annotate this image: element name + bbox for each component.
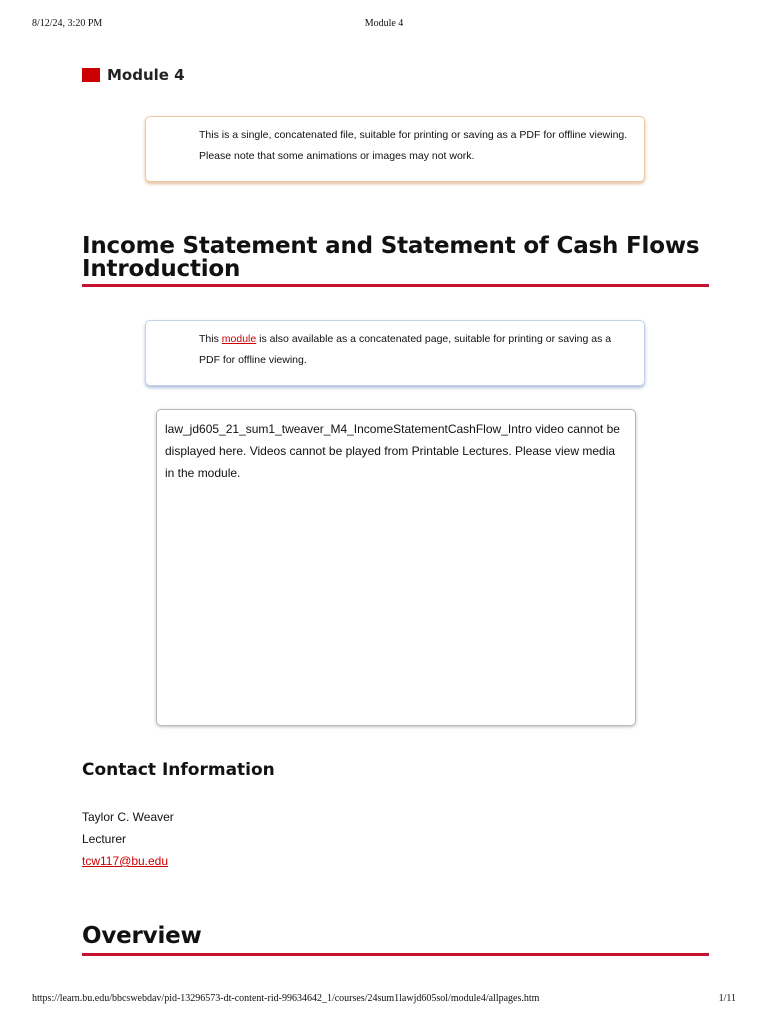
- print-header: [0, 18, 768, 32]
- overview-heading: Overview: [82, 923, 202, 949]
- concatenated-file-notice: [145, 116, 645, 182]
- contact-role: Lecturer: [82, 832, 127, 846]
- overview-divider: [82, 953, 709, 956]
- print-url: https://learn.bu.edu/bbcswebdav/pid-13296573-dt-content-rid-99634642_1/courses/24sum1lawjd605sol/module4/allpages.htm: [32, 993, 540, 1004]
- module-badge: [82, 66, 185, 84]
- contact-name: Taylor C. Weaver: [82, 810, 174, 824]
- notice-line-1: This is a single, concatenated file, suitable for printing or saving as a PDF for offline viewing.: [199, 129, 628, 141]
- heading-divider: [82, 284, 709, 287]
- notice-line-2: Please note that some animations or images may not work.: [199, 150, 475, 162]
- video-placeholder: [156, 409, 636, 726]
- notice-suffix: is also available as a concatenated page, suitable for printing or saving as a PDF for offline viewing.: [199, 333, 612, 366]
- print-datetime: 8/12/24, 3:20 PM: [32, 18, 103, 29]
- print-footer: [0, 993, 768, 1007]
- contact-info: [82, 806, 174, 872]
- module-link[interactable]: module: [221, 333, 257, 345]
- contact-email-link[interactable]: tcw117@bu.edu: [82, 854, 169, 868]
- module-square-icon: [82, 68, 100, 82]
- section-heading: [82, 235, 709, 281]
- notice-prefix: This: [199, 333, 222, 345]
- print-page-number: 1/11: [718, 993, 736, 1004]
- module-availability-notice: [145, 320, 645, 386]
- section-heading-line-2: Introduction: [82, 256, 241, 282]
- module-title: Module 4: [107, 66, 185, 84]
- print-page-title: Module 4: [364, 18, 404, 29]
- section-heading-line-1: Income Statement and Statement of Cash Flows: [82, 233, 700, 259]
- contact-heading: Contact Information: [82, 760, 275, 780]
- video-placeholder-text: law_jd605_21_sum1_tweaver_M4_IncomeStatementCashFlow_Intro video cannot be displayed here. Videos cannot be played from Printable Lectures. Please view media in the module.: [165, 422, 620, 480]
